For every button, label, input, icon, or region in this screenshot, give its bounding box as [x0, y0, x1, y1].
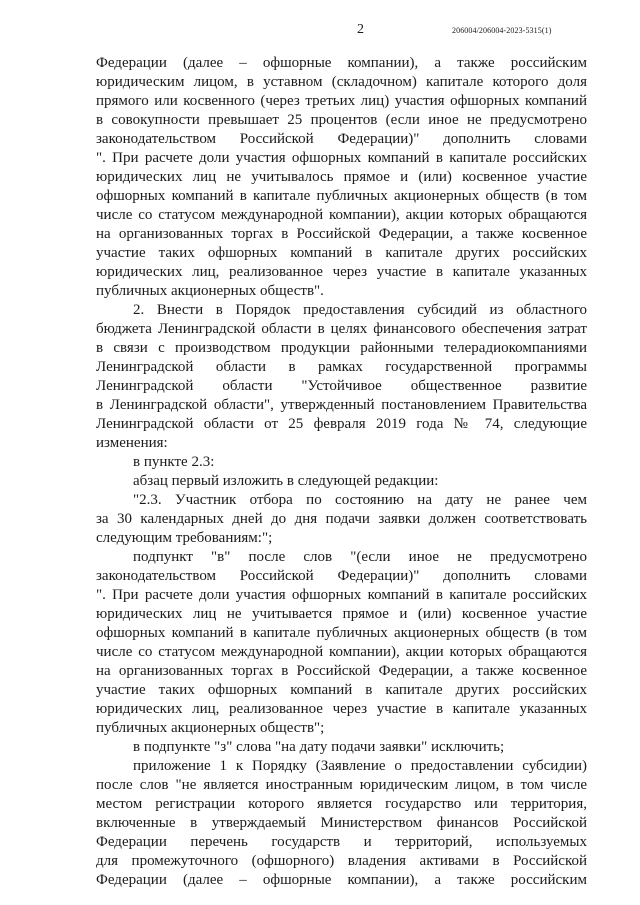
- text-line: Федерации (далее – офшорные компании), а также российским: [96, 55, 587, 71]
- text-line: местом регистрации которого является государство или территория,: [96, 796, 587, 812]
- paragraph-start-line: в пункте 2.3:: [133, 454, 215, 470]
- text-line: Ленинградской области "Устойчивое общественное развитие: [96, 378, 587, 394]
- text-line: участие таких офшорных компаний в капитале других российских: [96, 682, 587, 698]
- text-line: законодательством Российской Федерации)" дополнить словами: [96, 568, 587, 584]
- text-line: публичных акционерных обществ";: [96, 720, 325, 736]
- text-line: числе со статусом международной компании), акции которых обращаются: [96, 644, 587, 660]
- text-line: юридических лиц не учитывается прямое и (или) косвенное участие: [96, 606, 587, 622]
- text-line: за 30 календарных дней до дня подачи заявки должен соответствовать: [96, 511, 587, 527]
- text-line: офшорных компаний в капитале публичных акционерных обществ (в том: [96, 188, 587, 204]
- text-line: Федерации перечень государств и территорий, используемых: [96, 834, 587, 850]
- text-line: изменения:: [96, 435, 168, 451]
- text-line: на организованных торгах в Российской Федерации, а также косвенное: [96, 663, 587, 679]
- text-line: Ленинградской области в рамках государственной программы: [96, 359, 587, 375]
- text-line: после слов "не является иностранным юридическим лицом, в том числе: [96, 777, 587, 793]
- text-line: юридических лиц, реализованное через участие в капитале указанных: [96, 264, 587, 280]
- paragraph-start-line: приложение 1 к Порядку (Заявление о предоставлении субсидии): [133, 758, 587, 774]
- text-line: публичных акционерных обществ".: [96, 283, 324, 299]
- text-line: участие таких офшорных компаний в капитале других российских: [96, 245, 587, 261]
- text-line: офшорных компаний в капитале публичных акционерных обществ (в том: [96, 625, 587, 641]
- text-line: следующим требованиям:";: [96, 530, 273, 546]
- text-line: ". При расчете доли участия офшорных компаний в капитале российских: [96, 587, 587, 603]
- text-line: Ленинградской области от 25 февраля 2019 года № 74, следующие: [96, 416, 587, 432]
- text-line: законодательством Российской Федерации)" дополнить словами: [96, 131, 587, 147]
- text-line: в совокупности превышает 25 процентов (если иное не предусмотрено: [96, 112, 587, 128]
- text-line: включенные в утверждаемый Министерством финансов Российской: [96, 815, 587, 831]
- text-line: на организованных торгах в Российской Федерации, а также косвенное: [96, 226, 587, 242]
- text-line: юридических лиц, реализованное через участие в капитале указанных: [96, 701, 587, 717]
- text-line: числе со статусом международной компании), акции которых обращаются: [96, 207, 587, 223]
- paragraph-start-line: в подпункте "з" слова "на дату подачи заявки" исключить;: [133, 739, 505, 755]
- document-code: 206004/206004-2023-5315(1): [452, 26, 552, 35]
- text-line: юридических лиц не учитывалось прямое и (или) косвенное участие: [96, 169, 587, 185]
- text-line: бюджета Ленинградской области в целях финансового обеспечения затрат: [96, 321, 587, 337]
- text-line: для промежуточного (офшорного) владения активами в Российской: [96, 853, 587, 869]
- page-number: 2: [357, 22, 364, 37]
- paragraph-start-line: подпункт "в" после слов "(если иное не предусмотрено: [133, 549, 587, 565]
- text-line: юридическим лицом, в уставном (складочном) капитале которого доля: [96, 74, 587, 90]
- paragraph-start-line: "2.3. Участник отбора по состоянию на дату не ранее чем: [133, 492, 587, 508]
- text-line: в Ленинградской области", утвержденный постановлением Правительства: [96, 397, 587, 413]
- paragraph-start-line: 2. Внести в Порядок предоставления субсидий из областного: [133, 302, 587, 318]
- text-line: Федерации (далее – офшорные компании), а также российским: [96, 872, 587, 888]
- paragraph-start-line: абзац первый изложить в следующей редакции:: [133, 473, 439, 489]
- text-line: ". При расчете доли участия офшорных компаний в капитале российских: [96, 150, 587, 166]
- text-line: прямого или косвенного (через третьих лиц) участия офшорных компаний: [96, 93, 587, 109]
- text-line: в связи с производством продукции районными телерадиокомпаниями: [96, 340, 587, 356]
